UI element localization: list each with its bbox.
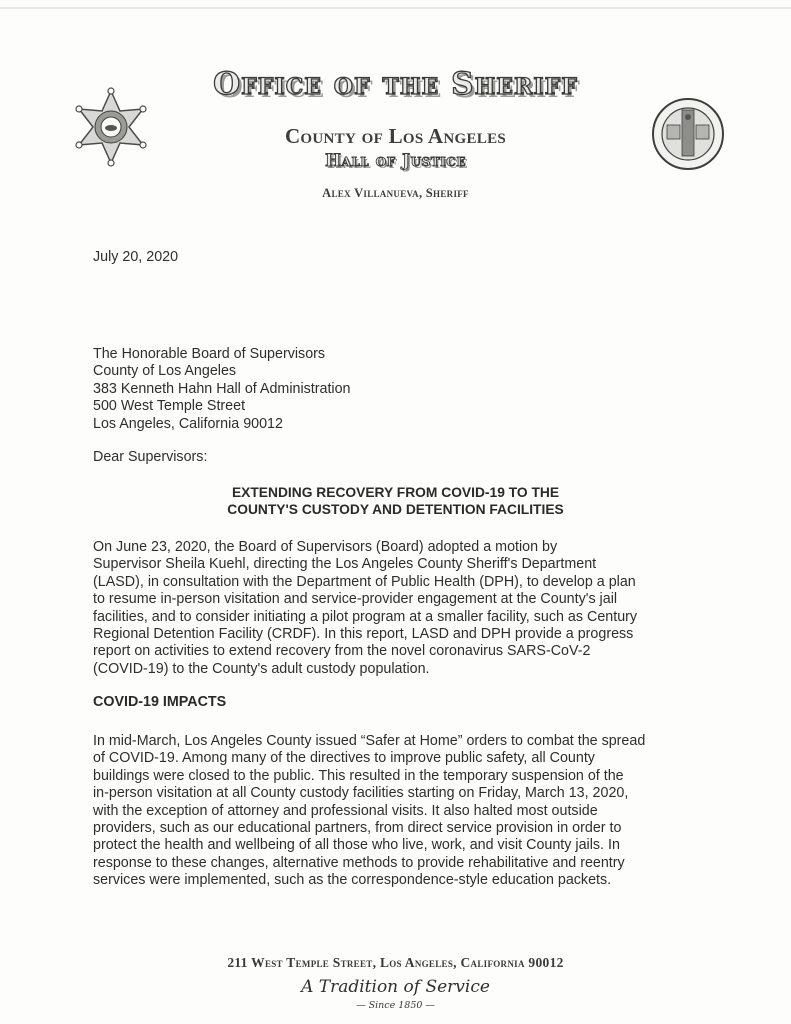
paragraph-line: to resume in-person visitation and service-provider engagement at the County's jail — [93, 591, 618, 608]
section-paragraph — [93, 733, 733, 890]
paragraph-line: In mid-March, Los Angeles County issued “Safer at Home” orders to combat the spread — [93, 733, 646, 749]
paragraph-line: response to these changes, alternative methods to provide rehabilitative and reentry — [93, 854, 625, 871]
recipient-address — [93, 346, 351, 433]
paragraph-line: (COVID-19) to the County's adult custody population. — [93, 660, 430, 677]
letter-date: July 20, 2020 — [93, 249, 179, 265]
section-heading: COVID-19 IMPACTS — [93, 694, 227, 710]
subject-heading — [0, 484, 791, 519]
subject-line: EXTENDING RECOVERY FROM COVID-19 TO THE — [231, 485, 560, 500]
page-top-edge — [0, 7, 791, 9]
address-line: 383 Kenneth Hahn Hall of Administration — [93, 380, 351, 397]
letterhead-office-title: Office of the Sheriff — [213, 66, 578, 102]
address-line: 500 West Temple Street — [93, 398, 246, 415]
paragraph-line: buildings were closed to the public. This resulted in the temporary suspension of the — [93, 767, 624, 784]
paragraph-line: with the exception of attorney and professional visits. It also halted most outside — [93, 802, 598, 819]
paragraph-line: services were implemented, such as the correspondence-style education packets. — [93, 872, 612, 889]
subject-line: COUNTY'S CUSTODY AND DETENTION FACILITIES — [227, 502, 564, 518]
paragraph-line: providers, such as our educational partners, from direct service provision in order to — [93, 820, 622, 837]
paragraph-line: On June 23, 2020, the Board of Supervisors (Board) adopted a motion by — [93, 539, 558, 555]
salutation: Dear Supervisors: — [93, 449, 208, 465]
letterhead-county: County of Los Angeles — [284, 124, 507, 148]
footer-since: — Since 1850 — — [356, 1000, 435, 1011]
intro-paragraph — [93, 539, 733, 678]
address-line: Los Angeles, California 90012 — [93, 415, 283, 432]
paragraph-line: Supervisor Sheila Kuehl, directing the Los Angeles County Sheriff's Department — [93, 556, 597, 573]
letterhead-sheriff-name: Alex Villanueva, Sheriff — [322, 186, 469, 200]
paragraph-line: protect the health and wellbeing of all those who live, work, and visit County jails. In — [93, 837, 620, 854]
paragraph-line: report on activities to extend recovery from the novel coronavirus SARS-CoV-2 — [93, 643, 591, 660]
paragraph-line: facilities, and to consider initiating a pilot program at a smaller facility, such as Century — [93, 608, 638, 625]
paragraph-line: (LASD), in consultation with the Department of Public Health (DPH), to develop a plan — [93, 573, 636, 590]
footer-motto: A Tradition of Service — [301, 977, 490, 997]
paragraph-line: Regional Detention Facility (CRDF). In this report, LASD and DPH provide a progress — [93, 626, 634, 643]
paragraph-line: in-person visitation at all County custody facilities starting on Friday, March 13, 2020, — [93, 785, 629, 802]
footer-address: 211 West Temple Street, Los Angeles, California 90012 — [227, 955, 564, 970]
address-line: County of Los Angeles — [93, 363, 237, 380]
letterhead-hall: Hall of Justice — [325, 151, 466, 171]
address-line: The Honorable Board of Supervisors — [93, 346, 326, 362]
paragraph-line: of COVID-19. Among many of the directives to improve public safety, all County — [93, 750, 595, 767]
